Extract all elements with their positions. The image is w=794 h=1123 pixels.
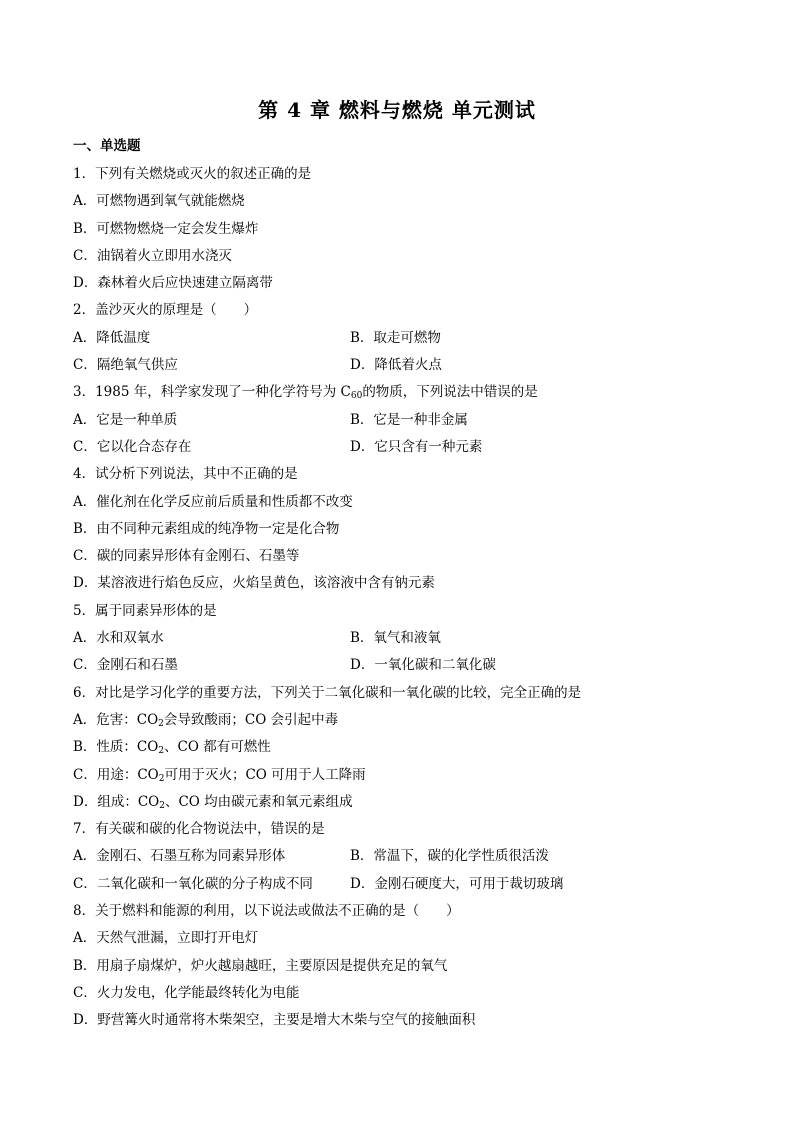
option-a: A．降低温度 <box>73 329 151 346</box>
option-c: C．金刚石和石墨 <box>73 657 178 674</box>
option-d: D．降低着火点 <box>350 357 442 374</box>
option-row <box>73 325 733 352</box>
option-text: B．性质：CO <box>73 739 159 756</box>
question-stem: 6．对比是学习化学的重要方法，下列关于二氧化碳和一氧化碳的比较，完全正确的是 <box>73 684 582 701</box>
subscript: 2 <box>158 746 165 757</box>
option-d: D．它只含有一种元素 <box>350 438 483 455</box>
option-c: C．火力发电，化学能最终转化为电能 <box>73 984 300 1001</box>
option-text: 会导致酸雨；CO 会引起中毒 <box>163 711 339 728</box>
option-b: B．常温下，碳的化学性质很活泼 <box>350 848 549 865</box>
question-stem <box>73 379 733 406</box>
option-d: D．野营篝火时通常将木柴架空，主要是增大木柴与空气的接触面积 <box>73 1012 476 1029</box>
option-text: 、CO 都有可燃性 <box>164 739 271 756</box>
option-a: A．金刚石、石墨互称为同素异形体 <box>73 848 286 865</box>
option-a: A．催化剂在化学反应前后质量和性质都不改变 <box>73 493 353 510</box>
option-a <box>73 707 733 734</box>
option-a: A．水和双氧水 <box>73 630 164 647</box>
option-d: D．某溶液进行焰色反应，火焰呈黄色，该溶液中含有钠元素 <box>73 575 435 592</box>
option-a: A．可燃物遇到氧气就能燃烧 <box>73 193 245 210</box>
option-b: B．它是一种非金属 <box>350 411 468 428</box>
option-row <box>73 652 733 679</box>
option-text: D．组成：CO <box>73 793 160 810</box>
option-text: 、CO 均由碳元素和氧元素组成 <box>164 793 353 810</box>
option-d: D．森林着火后应快速建立隔离带 <box>73 275 273 292</box>
option-d <box>73 789 733 816</box>
question-stem: 7．有关碳和碳的化合物说法中，错误的是 <box>73 821 325 838</box>
question-stem: 5．属于同素异形体的是 <box>73 602 217 619</box>
option-b: B．可燃物燃烧一定会发生爆炸 <box>73 220 259 237</box>
option-row <box>73 871 733 898</box>
subscript: 2 <box>158 773 165 784</box>
option-b: B．用扇子扇煤炉，炉火越扇越旺，主要原因是提供充足的氧气 <box>73 957 448 974</box>
option-c: C．碳的同素异形体有金刚石、石墨等 <box>73 548 300 565</box>
option-c: C．油锅着火立即用水浇灭 <box>73 247 232 264</box>
stem-text: 的物质，下列说法中错误的是 <box>362 384 538 401</box>
section-heading: 一、单选题 <box>73 138 141 154</box>
subscript: 2 <box>159 800 165 811</box>
option-b: B．由不同种元素组成的纯净物一定是化合物 <box>73 520 340 537</box>
question-stem: 4．试分析下列说法，其中不正确的是 <box>73 466 298 483</box>
question-stem: 1．下列有关燃烧或灭火的叙述正确的是 <box>73 166 312 182</box>
question-stem: 8．关于燃料和能源的利用，以下说法或做法不正确的是（ ） <box>73 903 460 920</box>
option-a: A．它是一种单质 <box>73 411 178 428</box>
subscript: 2 <box>158 718 164 729</box>
option-b: B．取走可燃物 <box>350 329 441 346</box>
option-text: C．用途：CO <box>73 766 159 783</box>
option-c <box>73 762 733 789</box>
question-list <box>73 161 733 1035</box>
option-c: C．它以化合态存在 <box>73 438 192 455</box>
option-a: A．天然气泄漏，立即打开电灯 <box>73 930 259 947</box>
subscript: 60 <box>350 391 363 402</box>
option-row <box>73 352 733 379</box>
option-d: D．一氧化碳和二氧化碳 <box>350 657 496 674</box>
option-b <box>73 734 733 761</box>
option-d: D．金刚石硬度大，可用于裁切玻璃 <box>350 875 564 892</box>
option-b: B．氧气和液氧 <box>350 630 441 647</box>
option-row <box>73 407 733 434</box>
option-c: C．隔绝氧气供应 <box>73 357 178 374</box>
option-row <box>73 625 733 652</box>
option-c: C．二氧化碳和一氧化碳的分子构成不同 <box>73 875 313 892</box>
stem-text: 3．1985 年，科学家发现了一种化学符号为 C <box>73 384 351 401</box>
option-text: A．危害：CO <box>73 711 159 728</box>
option-row <box>73 843 733 870</box>
question-stem: 2．盖沙灭火的原理是（ ） <box>73 302 258 319</box>
option-text: 可用于灭火；CO 可用于人工降雨 <box>164 766 366 783</box>
option-row <box>73 434 733 461</box>
document-title: 第 4 章 燃料与燃烧 单元测试 <box>258 98 536 122</box>
